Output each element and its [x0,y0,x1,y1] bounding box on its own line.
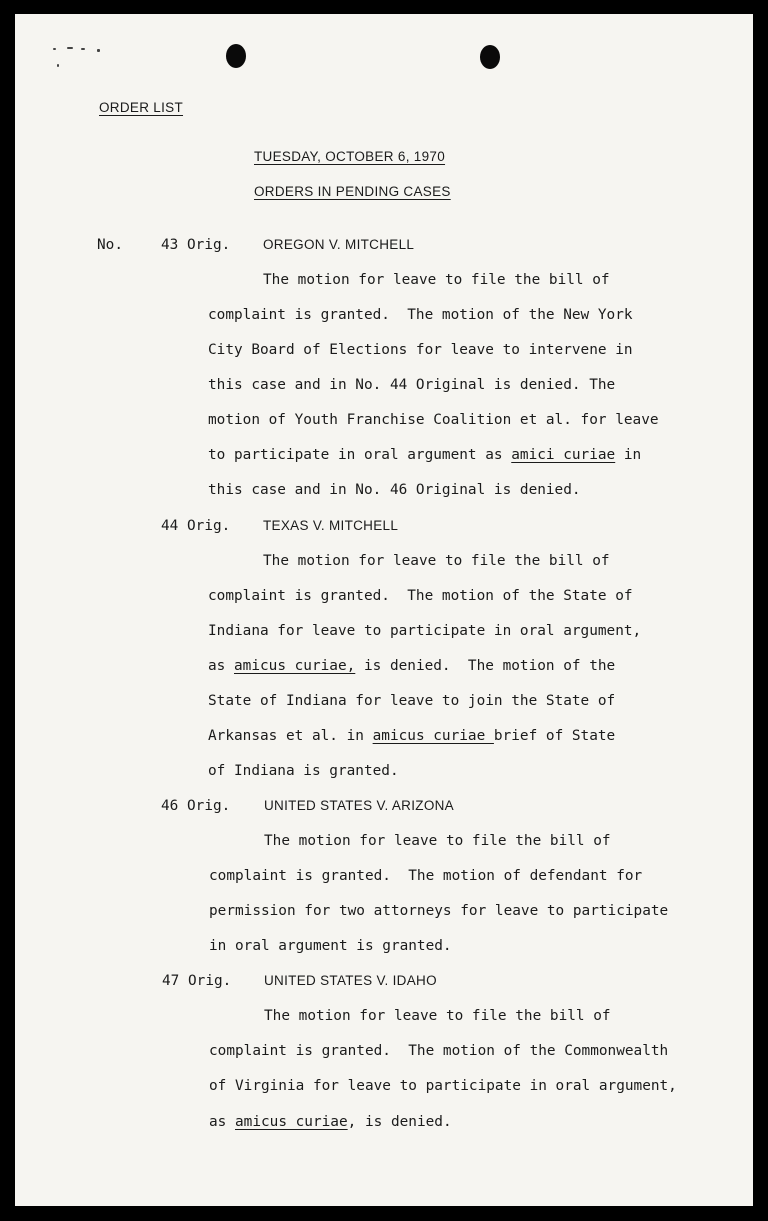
section-heading: ORDERS IN PENDING CASES [254,184,451,199]
case-number: 47 Orig. [162,973,232,989]
case-text-line: of Indiana is granted. [208,763,399,779]
paper-speck [53,48,56,50]
latin-term: amici curiae [511,447,616,463]
case-text-line: complaint is granted. The motion of the State of [208,588,633,604]
paper-speck [57,64,59,67]
case-text-line: The motion for leave to file the bill of [263,272,610,288]
case-title: UNITED STATES V. ARIZONA [264,798,454,813]
case-title: OREGON V. MITCHELL [263,237,415,252]
latin-term: amicus curiae, [234,658,356,674]
case-number: 44 Orig. [161,518,231,534]
case-text-line: as amicus curiae, is denied. [209,1114,452,1130]
case-text-line: to participate in oral argument as amici curiae in [208,447,642,463]
paper-speck [97,49,100,52]
date-heading: TUESDAY, OCTOBER 6, 1970 [254,149,446,164]
case-text-line: motion of Youth Franchise Coalition et al. for leave [208,412,659,428]
case-text-line: The motion for leave to file the bill of [264,833,611,849]
document-page [15,14,753,1206]
case-text-line: in oral argument is granted. [209,938,452,954]
case-number: 46 Orig. [161,798,231,814]
case-text-line: this case and in No. 46 Original is denied. [208,482,581,498]
punch-hole-left [226,44,246,68]
case-text-line: this case and in No. 44 Original is denied. The [208,377,616,393]
case-text-line: complaint is granted. The motion of the Commonwealth [209,1043,669,1059]
case-number: 43 Orig. [161,237,231,253]
case-text-line: of Virginia for leave to participate in oral argument, [209,1078,677,1094]
latin-term: amicus curiae [372,728,494,744]
case-text-line: complaint is granted. The motion of the New York [208,307,633,323]
case-text-line: Indiana for leave to participate in oral argument, [208,623,642,639]
case-text-line: The motion for leave to file the bill of [264,1008,611,1024]
case-title: TEXAS V. MITCHELL [263,518,399,533]
case-text-line: City Board of Elections for leave to intervene in [208,342,633,358]
case-text-line: The motion for leave to file the bill of [263,553,610,569]
no-label: No. [97,237,123,253]
punch-hole-right [480,45,500,69]
paper-speck [81,48,85,50]
case-text-line: Arkansas et al. in amicus curiae brief of State [208,728,616,744]
latin-term: amicus curiae [235,1114,348,1130]
case-text-line: permission for two attorneys for leave to participate [209,903,669,919]
paper-speck [67,47,73,49]
case-text-line: complaint is granted. The motion of defendant for [209,868,643,884]
case-text-line: as amicus curiae, is denied. The motion of the [208,658,616,674]
order-list-heading: ORDER LIST [99,100,184,115]
case-text-line: State of Indiana for leave to join the State of [208,693,616,709]
case-title: UNITED STATES V. IDAHO [264,973,437,988]
